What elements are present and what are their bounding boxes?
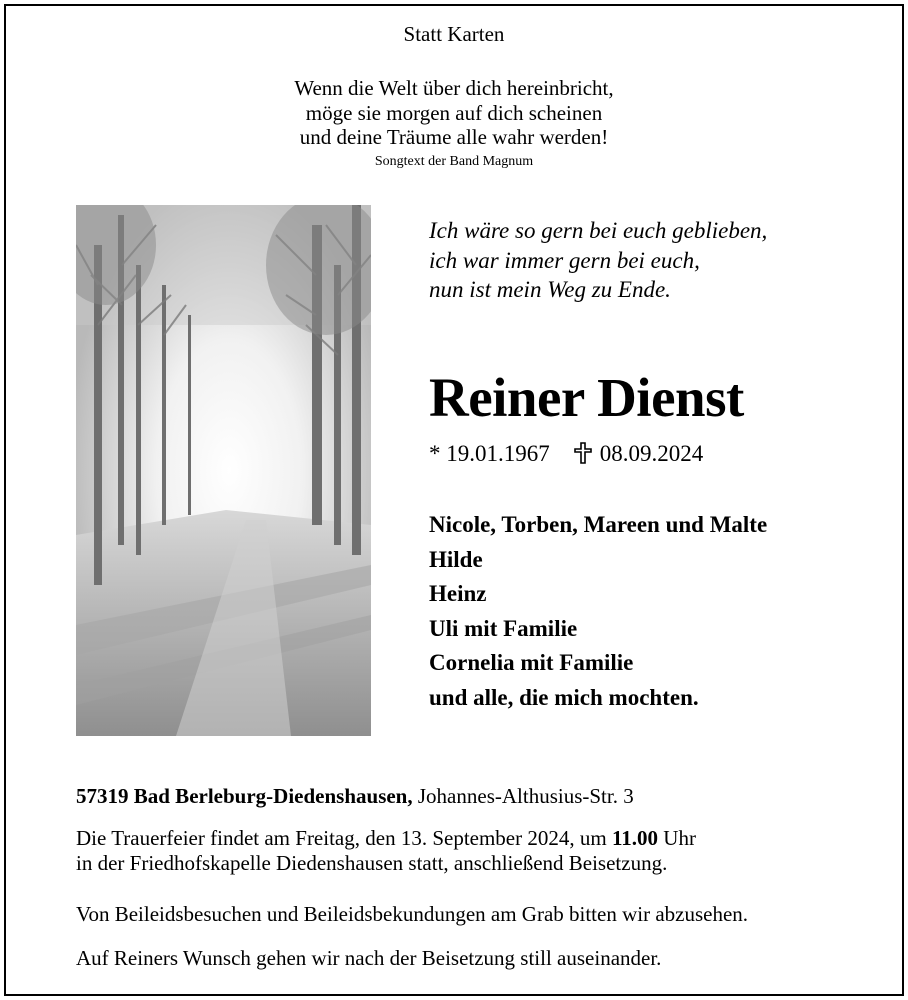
mourner-item: Uli mit Familie xyxy=(429,615,578,641)
cross-icon xyxy=(574,442,592,464)
life-dates xyxy=(429,441,703,467)
mourner-item: und alle, die mich mochten. xyxy=(429,684,699,710)
poem xyxy=(0,76,908,150)
poem-line: möge sie morgen auf dich scheinen xyxy=(305,100,603,125)
ceremony-line-1 xyxy=(76,826,696,851)
quote-line: Ich wäre so gern bei euch geblieben, xyxy=(429,218,768,243)
ceremony-line-2: in der Friedhofskapelle Diedenshausen statt, anschließend Beisetzung. xyxy=(76,851,668,875)
mourner-item: Hilde xyxy=(429,546,483,572)
ceremony-time-unit: Uhr xyxy=(663,826,696,850)
mourner-item: Nicole, Torben, Mareen und Malte xyxy=(429,512,768,537)
poem-credit: Songtext der Band Magnum xyxy=(374,154,534,169)
mourner-item: Cornelia mit Familie xyxy=(429,650,634,675)
mourner-item: Heinz xyxy=(429,581,487,606)
quote-line: nun ist mein Weg zu Ende. xyxy=(429,277,671,302)
poem-line: und deine Träume alle wahr werden! xyxy=(299,125,609,149)
condolence-note: Von Beileidsbesuchen und Beileidsbekundungen am Grab bitten wir abzusehen. xyxy=(76,902,749,926)
birth-date: * 19.01.1967 xyxy=(429,441,550,466)
forest-path-image xyxy=(76,205,371,736)
ceremony-date-text: Die Trauerfeier findet am Freitag, den 13. September 2024, um xyxy=(76,826,607,850)
ceremony-info xyxy=(76,826,696,876)
ceremony-time: 11.00 xyxy=(611,826,659,850)
quote xyxy=(429,216,767,305)
address xyxy=(76,784,634,809)
address-street: Johannes-Althusius-Str. 3 xyxy=(417,784,634,808)
forest-path-photo xyxy=(76,205,371,736)
mourners-list xyxy=(429,508,767,715)
header-text: Statt Karten xyxy=(403,22,505,46)
poem-line: Wenn die Welt über dich hereinbricht, xyxy=(294,76,614,100)
quote-line: ich war immer gern bei euch, xyxy=(429,247,700,273)
address-place: 57319 Bad Berleburg-Diedenshausen, xyxy=(76,784,413,808)
wish-note: Auf Reiners Wunsch gehen wir nach der Beisetzung still auseinander. xyxy=(76,946,662,970)
deceased-name: Reiner Dienst xyxy=(429,367,744,428)
death-date: 08.09.2024 xyxy=(599,441,704,466)
